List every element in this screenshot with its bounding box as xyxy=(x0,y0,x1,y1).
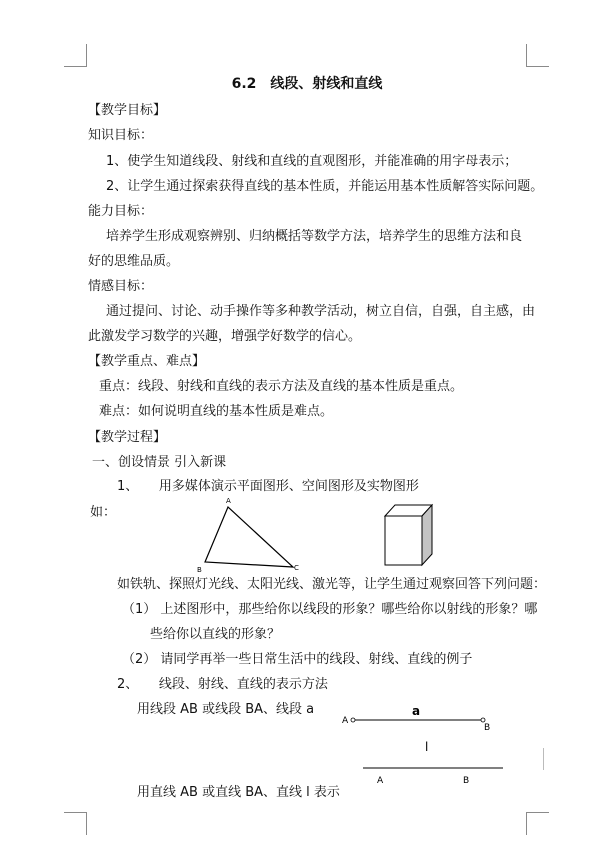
knowledge-item-1: 1、使学生知道线段、射线和直线的直观图形，并能准确的用字母表示； xyxy=(106,154,518,169)
title-number: 6.2 xyxy=(231,76,257,92)
ability-line-1: 培养学生形成观察辨别、归纳概括等数学方法，培养学生的思维方法和良 xyxy=(106,229,523,244)
key-point: 重点：线段、射线和直线的表示方法及直线的基本性质是重点。 xyxy=(99,379,464,394)
triangle-figure xyxy=(194,495,306,577)
cube-side-face xyxy=(422,505,432,565)
ability-label: 能力目标： xyxy=(88,204,154,219)
line-label-a: A xyxy=(377,776,384,786)
segment-label-b: B xyxy=(484,723,491,733)
section-1-title: 一、创设情景 引入新课 xyxy=(92,455,227,470)
triangle-label-a: A xyxy=(226,497,231,505)
heading-goals: 【教学目标】 xyxy=(88,103,167,118)
difficult-point: 难点：如何说明直线的基本性质是难点。 xyxy=(99,404,334,419)
margin-corner-top-right xyxy=(526,44,549,67)
question-2: （2） 请同学再举一些日常生活中的线段、射线、直线的例子 xyxy=(122,652,473,667)
line-label-b: B xyxy=(463,776,470,786)
triangle-label-c: C xyxy=(294,564,299,572)
emotion-line-2: 此激发学习数学的兴趣，增强学好数学的信心。 xyxy=(88,329,362,344)
process-item-2: 2、 线段、射线、直线的表示方法 xyxy=(117,677,328,692)
line-notation: 用直线 AB 或直线 BA、直线 l 表示 xyxy=(137,785,340,800)
margin-corner-bottom-left xyxy=(64,812,87,835)
ability-line-2: 好的思维品质。 xyxy=(88,254,180,269)
line-label-l: l xyxy=(425,740,429,754)
title-text: 线段、射线和直线 xyxy=(270,76,383,92)
heading-key-points: 【教学重点、难点】 xyxy=(88,354,206,369)
heading-process: 【教学过程】 xyxy=(88,430,167,445)
segment-notation: 用线段 AB 或线段 BA、线段 a xyxy=(137,702,315,717)
example-text: 如铁轨、探照灯光线、太阳光线、激光等，让学生通过观察回答下列问题： xyxy=(117,577,547,592)
margin-marker xyxy=(543,748,544,770)
emotion-label: 情感目标： xyxy=(88,279,154,294)
cube-figure xyxy=(380,500,440,572)
cube-front-face xyxy=(385,516,422,565)
margin-corner-bottom-right xyxy=(526,812,549,835)
triangle-shape xyxy=(205,507,293,567)
margin-corner-top-left xyxy=(64,44,87,67)
question-1-line-1: （1） 上述图形中，那些给你以线段的形象？哪些给你以射线的形象？哪 xyxy=(122,602,538,617)
segment-figure xyxy=(340,700,500,740)
segment-label-a: A xyxy=(342,716,349,726)
example-label: 如： xyxy=(90,505,117,520)
segment-label-lowercase-a: a xyxy=(412,704,421,718)
segment-endpoint-b xyxy=(481,718,485,722)
emotion-line-1: 通过提问、讨论、动手操作等多种教学活动，树立自信，自强，自主感，由 xyxy=(106,304,536,319)
line-figure xyxy=(355,735,515,790)
segment-endpoint-a xyxy=(351,718,355,722)
knowledge-item-2: 2、让学生通过探索获得直线的基本性质，并能运用基本性质解答实际问题。 xyxy=(106,179,544,194)
process-item-1: 1、 用多媒体演示平面图形、空间图形及实物图形 xyxy=(117,479,419,494)
page-title xyxy=(0,76,614,92)
triangle-label-b: B xyxy=(197,566,202,574)
knowledge-label: 知识目标： xyxy=(88,128,154,143)
question-1-line-2: 些给你以直线的形象？ xyxy=(150,627,281,642)
